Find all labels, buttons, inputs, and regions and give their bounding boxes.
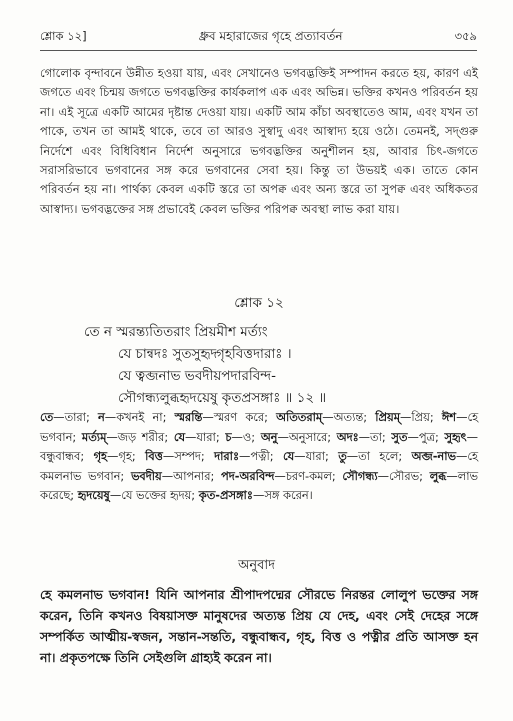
synonym-word: বিত্ত: [145, 449, 163, 464]
synonym-meaning: ও;: [242, 429, 256, 444]
synonym-meaning: আপনার;: [173, 468, 215, 483]
synonym-word: অব্জ-নাভ: [411, 449, 457, 464]
synonym-meaning: প্রিয়;: [411, 410, 434, 424]
verse-title: শ্লোক ১২: [234, 295, 284, 311]
synonym-meaning: তা;: [370, 429, 386, 444]
synonym-meaning: গৃহ;: [118, 449, 136, 464]
synonym-meaning: পুত্র;: [418, 429, 439, 444]
synonym-word: সুত: [391, 429, 408, 444]
translation-paragraph: হে কমলনাভ ভগবান! যিনি আপনার শ্রীপাদপদ্মের সৌরভে নিরন্তর লোলুপ ভক্তের সঙ্গ করেন, তিনি কখনও বিষয়াসক্ত মানুষদের অত্যন্ত প্রিয় যে দেহ, এবং সেই দেহের সঙ্গে সম্পর্কিত আত্মীয়-স্বজন, সন্তান-সন্ততি, বন্ধুবান্ধব, গৃহ, বিত্ত ও পত্নীর প্রতি আসক্ত হন না। প্রকৃতপক্ষে তিনি সেইগুলি গ্রাহ্যই করেন না।: [40, 587, 478, 665]
synonym-meaning: হে কমলনাভ ভগবান;: [40, 449, 479, 483]
synonym-word: সৌগন্ধ্য: [342, 468, 378, 483]
synonym-meaning: অনুসারে;: [288, 429, 332, 444]
synonym-meaning: লাভ করেছে;: [40, 468, 479, 503]
verse-line-4: সৌগন্ধ্যলুব্ধহৃদয়েষু কৃতপ্রসঙ্গাঃ ॥ ১২ ॥: [118, 390, 327, 406]
synonym-word: লুব্ধ: [429, 468, 447, 483]
synonym-meaning: যারা;: [196, 429, 220, 444]
synonym-word: অতিতরাম্: [276, 410, 323, 424]
synonym-meaning: তা হলে;: [358, 449, 403, 464]
verse-block: [40, 292, 478, 409]
synonym-word: অদঃ: [336, 429, 359, 444]
synonym-word: যে: [282, 449, 295, 464]
synonym-meaning: সৌরভ;: [389, 468, 424, 483]
synonym-word: দারাঃ: [214, 449, 240, 464]
synonym-meaning: সঙ্গ করেন।: [264, 488, 313, 503]
translation-title: অনুবাদ: [238, 558, 275, 573]
synonym-word: গৃহ: [93, 449, 108, 464]
synonym-meaning: হে ভগবান;: [40, 410, 479, 444]
synonym-meaning: যারা;: [305, 449, 329, 464]
synonym-meaning: সম্পদ;: [174, 449, 205, 464]
verse-line-3: যে ত্বব্জনাভ ভবদীয়পদারবিন্দ-: [118, 368, 276, 384]
synonyms-paragraph: তে—তারা; ন—কখনই না; স্মরন্তি—স্মরণ করে; অতিতরাম্—অত্যন্ত; প্রিয়ম্—প্রিয়; ঈশ—হে ভগবান; মর্ত্যম্—জড় শরীর; যে—যারা; চ—ও; অনু—অনুসারে; অদঃ—তা; সুত—পুত্র; সুহৃৎ—বন্ধুবান্ধব; গৃহ—গৃহ; বিত্ত—সম্পদ; দারাঃ—পত্নী; যে—যারা; তু—তা হলে; অব্জ-নাভ—হে কমলনাভ ভগবান; ভবদীয়—আপনার; পদ-অরবিন্দ—চরণ-কমল; সৌগন্ধ্য—সৌরভ; লুব্ধ—লাভ করেছে; হৃদয়েষু—যে ভক্তের হৃদয়; কৃত-প্রসঙ্গাঃ—সঙ্গ করেন।: [40, 410, 479, 503]
synonym-meaning: স্মরণ করে;: [213, 410, 268, 424]
synonym-meaning: চরণ-কমল;: [285, 468, 336, 483]
synonym-word: অনু: [260, 429, 278, 444]
synonym-word: পদ-অরবিন্দ: [221, 468, 275, 483]
synonym-word: যে: [173, 429, 186, 444]
synonym-word: তু: [338, 449, 347, 464]
synonym-meaning: তারা;: [64, 410, 90, 424]
synonym-word: স্মরন্তি: [174, 410, 203, 424]
synonym-word: মর্ত্যম্: [81, 429, 107, 444]
header-chapter-title: ধ্রুব মহারাজের গৃহে প্রত্যাবর্তন: [198, 29, 343, 43]
synonym-word: ভবদীয়: [130, 468, 162, 483]
synonym-meaning: যে ভক্তের হৃদয়;: [121, 488, 196, 503]
synonym-word: ঈশ: [441, 410, 457, 424]
synonym-word: তে: [40, 410, 54, 424]
synonym-word: ন: [97, 410, 105, 424]
verse-line-1: তে ন স্মরন্ত্যতিতরাং প্রিয়মীশ মর্ত্যং: [84, 324, 268, 340]
synonym-meaning: বন্ধুবান্ধব;: [40, 449, 85, 464]
synonym-word: প্রিয়ম্: [375, 410, 401, 424]
purport-paragraph: গোলোক বৃন্দাবনে উন্নীত হওয়া যায়, এবং সেখানেও ভগবদ্ভক্তিই সম্পাদন করতে হয়, কারণ এই জগতে এবং চিন্ময় জগতে ভগবদ্ভক্তির কার্যকলাপ এক এবং অভিন্ন। ভক্তির কখনও পরিবর্তন হয় না। এই সূত্রে একটি আমের দৃষ্টান্ত দেওয়া যায়। একটি আম কাঁচা অবস্থাতেও আম, এবং যখন তা পাকে, তখন তা আমই থাকে, তবে তা আরও সুস্বাদু এবং আস্বাদ্য হয়ে ওঠে। তেমনই, সদ্গুরু নির্দেশে এবং বিধিবিধান নির্দেশ অনুসারে ভগবদ্ভক্তির অনুশীলন হয়, আবার চিৎ-জগতে সরাসরিভাবে ভগবানের সঙ্গ করে ভগবানের সেবা হয়। কিন্তু তা উভয়ই এক। তাতে কোন পরিবর্তন হয় না। পার্থক্য কেবল একটি স্তরে তা অপক্ব এবং অন্য স্তরে তা সুপক্ব এবং অধিকতর আস্বাদ্য। ভগবদ্ভক্তের সঙ্গ প্রভাবেই কেবল ভক্তির পরিপক্ব অবস্থা লাভ করা যায়।: [40, 66, 478, 216]
synonym-meaning: কখনই না;: [116, 410, 167, 424]
synonym-word: হৃদয়েষু: [77, 488, 110, 503]
verse-line-2: যে চান্বদঃ সুতসুহৃদ্গৃহবিত্তদারাঃ ।: [118, 346, 292, 362]
synonym-word: কৃত-প্রসঙ্গাঃ: [198, 488, 253, 503]
synonym-meaning: পত্নী;: [250, 449, 274, 464]
synonym-word: সুহৃৎ: [444, 429, 467, 444]
synonym-word: চ: [225, 429, 232, 444]
header-verse-ref: শ্লোক ১২]: [40, 29, 87, 43]
synonym-meaning: অত্যন্ত;: [333, 410, 368, 424]
synonym-meaning: জড় শরীর;: [117, 429, 169, 444]
page-header: [40, 28, 477, 51]
page-number: ৩৫৯: [454, 29, 477, 43]
